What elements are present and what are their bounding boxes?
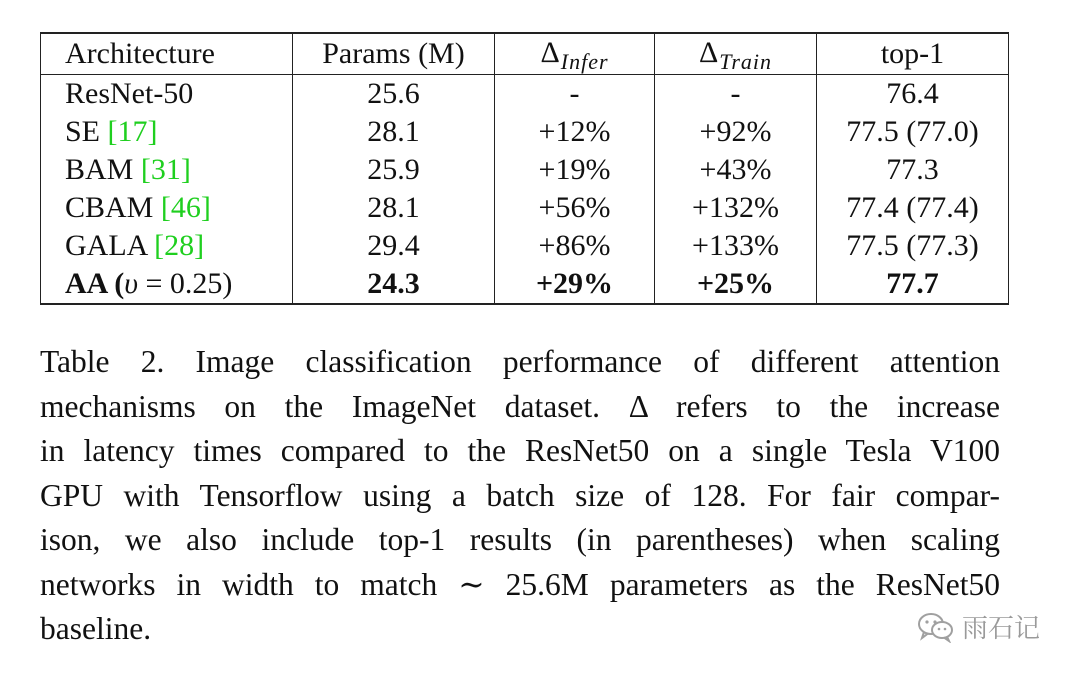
watermark-text: 雨石记 [962,614,1041,644]
condition-variable: υ [124,267,138,300]
caption-line: ison, we also include top-1 results (in parentheses) when scaling [40,522,1000,557]
architecture-name: GALA [65,229,155,262]
header-architecture: Architecture [41,33,293,75]
architecture-name: ResNet-50 [65,77,194,110]
row-delta-train: +133% [655,227,817,265]
caption-line: mechanisms on the ImageNet dataset. Δ refers to the increase [40,388,1000,424]
row-top1: 77.4 (77.4) [817,189,1009,227]
delta-symbol: Δ [540,36,560,69]
table-caption [40,340,1000,652]
table-body [41,75,1009,305]
table-header-row [41,33,1009,75]
row-params: 28.1 [293,113,495,151]
row-architecture [41,227,293,265]
caption-line: Table 2. Image classification performance of different attention [40,344,1000,379]
table-row [41,113,1009,151]
table-row [41,151,1009,189]
row-delta-train: +132% [655,189,817,227]
row-params: 29.4 [293,227,495,265]
caption-line: baseline. [40,611,152,646]
row-architecture [41,113,293,151]
condition-open: ( [106,267,125,300]
row-params: 24.3 [293,265,495,304]
citation-link[interactable]: [31] [140,153,191,186]
delta-infer-subscript: Infer [560,49,609,74]
citation-link[interactable]: [28] [154,229,205,262]
caption-line: networks in width to match ∼ 25.6M parameters as the ResNet50 [40,566,1000,602]
row-architecture [41,265,293,304]
row-top1: 77.7 [817,265,1009,304]
row-delta-infer: +19% [495,151,655,189]
delta-symbol: Δ [699,36,719,69]
caption-line: GPU with Tensorflow using a batch size of 128. For fair compar- [40,477,1000,513]
row-architecture [41,75,293,114]
row-delta-train: +43% [655,151,817,189]
caption-line: in latency times compared to the ResNet50 on a single Tesla V100 [40,433,1000,468]
architecture-name: AA [65,267,107,300]
row-delta-infer: +56% [495,189,655,227]
row-delta-train: +92% [655,113,817,151]
results-table-container [40,32,1008,305]
header-delta-train [655,33,817,75]
results-table [40,32,1009,305]
table-row-highlight [41,265,1009,304]
row-top1: 77.5 (77.0) [817,113,1009,151]
row-delta-train: +25% [655,265,817,304]
row-top1: 76.4 [817,75,1009,114]
row-delta-infer: +29% [495,265,655,304]
row-architecture [41,151,293,189]
wechat-icon [916,611,956,643]
row-delta-infer: - [495,75,655,114]
citation-link[interactable]: [46] [160,191,211,224]
row-params: 28.1 [293,189,495,227]
delta-train-subscript: Train [719,49,772,74]
table-row [41,189,1009,227]
citation-link[interactable]: [17] [107,115,158,148]
row-delta-train: - [655,75,817,114]
row-delta-infer: +12% [495,113,655,151]
row-params: 25.9 [293,151,495,189]
header-params: Params (M) [293,33,495,75]
watermark [916,608,1040,645]
header-delta-infer [495,33,655,75]
table-row [41,227,1009,265]
table-row [41,75,1009,114]
condition-value: = 0.25) [137,267,233,300]
header-top1: top-1 [817,33,1009,75]
row-delta-infer: +86% [495,227,655,265]
architecture-name: SE [65,115,108,148]
row-top1: 77.3 [817,151,1009,189]
row-architecture [41,189,293,227]
architecture-name: BAM [65,153,141,186]
row-top1: 77.5 (77.3) [817,227,1009,265]
architecture-name: CBAM [65,191,161,224]
row-params: 25.6 [293,75,495,114]
